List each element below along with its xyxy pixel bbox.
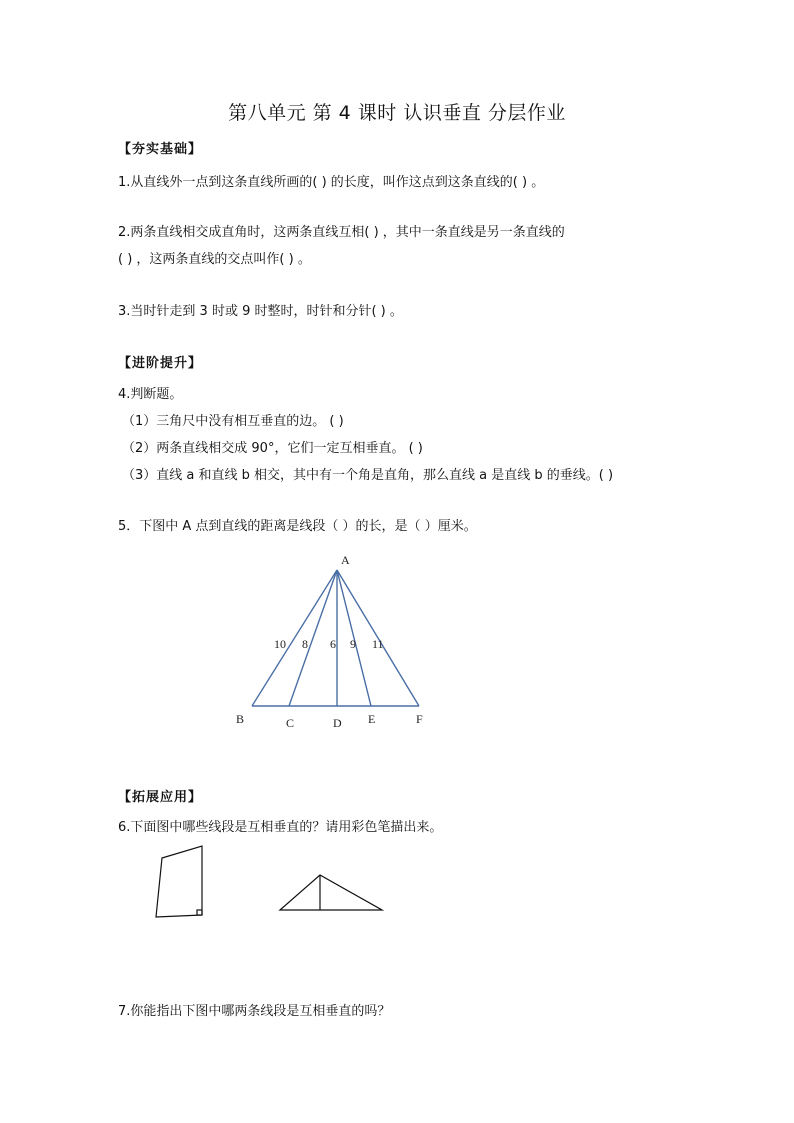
question-2-line-1: 2.两条直线相交成直角时，这两条直线互相( ) ，其中一条直线是另一条直线的 <box>118 225 565 240</box>
section-extend-heading: 【拓展应用】 <box>118 790 203 805</box>
section-basic-heading: 【夯实基础】 <box>118 142 203 157</box>
question-4: 4.判断题。 <box>118 387 183 402</box>
label-F: F <box>416 712 423 726</box>
question-7: 7.你能指出下图中哪两条线段是互相垂直的吗？ <box>118 1004 391 1019</box>
length-AE: 9 <box>350 637 356 651</box>
question-1: 1.从直线外一点到这条直线所画的( ) 的长度，叫作这点到这条直线的( ) 。 <box>118 175 545 190</box>
question-4-2: （2）两条直线相交成 90°，它们一定互相垂直。 ( ) <box>122 441 423 456</box>
length-AD: 6 <box>330 637 336 651</box>
right-angle-mark <box>197 910 202 915</box>
label-C: C <box>286 716 295 730</box>
section-advanced-heading: 【进阶提升】 <box>118 356 203 371</box>
page-title: 第八单元 第 4 课时 认识垂直 分层作业 <box>228 102 566 124</box>
length-AF: 11 <box>372 637 384 651</box>
question-4-3: （3）直线 a 和直线 b 相交，其中有一个角是直角，那么直线 a 是直线 b 的垂线。( ) <box>122 468 614 483</box>
label-A: A <box>341 553 350 567</box>
label-D: D <box>333 716 342 730</box>
length-AC: 8 <box>302 637 308 651</box>
question-6: 6.下面图中哪些线段是互相垂直的？请用彩色笔描出来。 <box>118 820 443 835</box>
label-B: B <box>236 712 245 726</box>
q6-trapezoid-figure <box>156 846 202 917</box>
q6-triangle-figure <box>280 875 382 910</box>
question-4-1: （1）三角尺中没有相互垂直的边。 ( ) <box>122 414 344 429</box>
question-5: 5．下图中 A 点到直线的距离是线段（ ）的长，是（ ）厘米。 <box>118 519 477 534</box>
question-2-line-2: ( ) ，这两条直线的交点叫作( ) 。 <box>118 252 311 267</box>
question-3: 3.当时针走到 3 时或 9 时整时，时针和分针( ) 。 <box>118 304 403 319</box>
label-E: E <box>368 712 376 726</box>
length-AB: 10 <box>274 637 286 651</box>
segment-AB <box>252 570 337 706</box>
